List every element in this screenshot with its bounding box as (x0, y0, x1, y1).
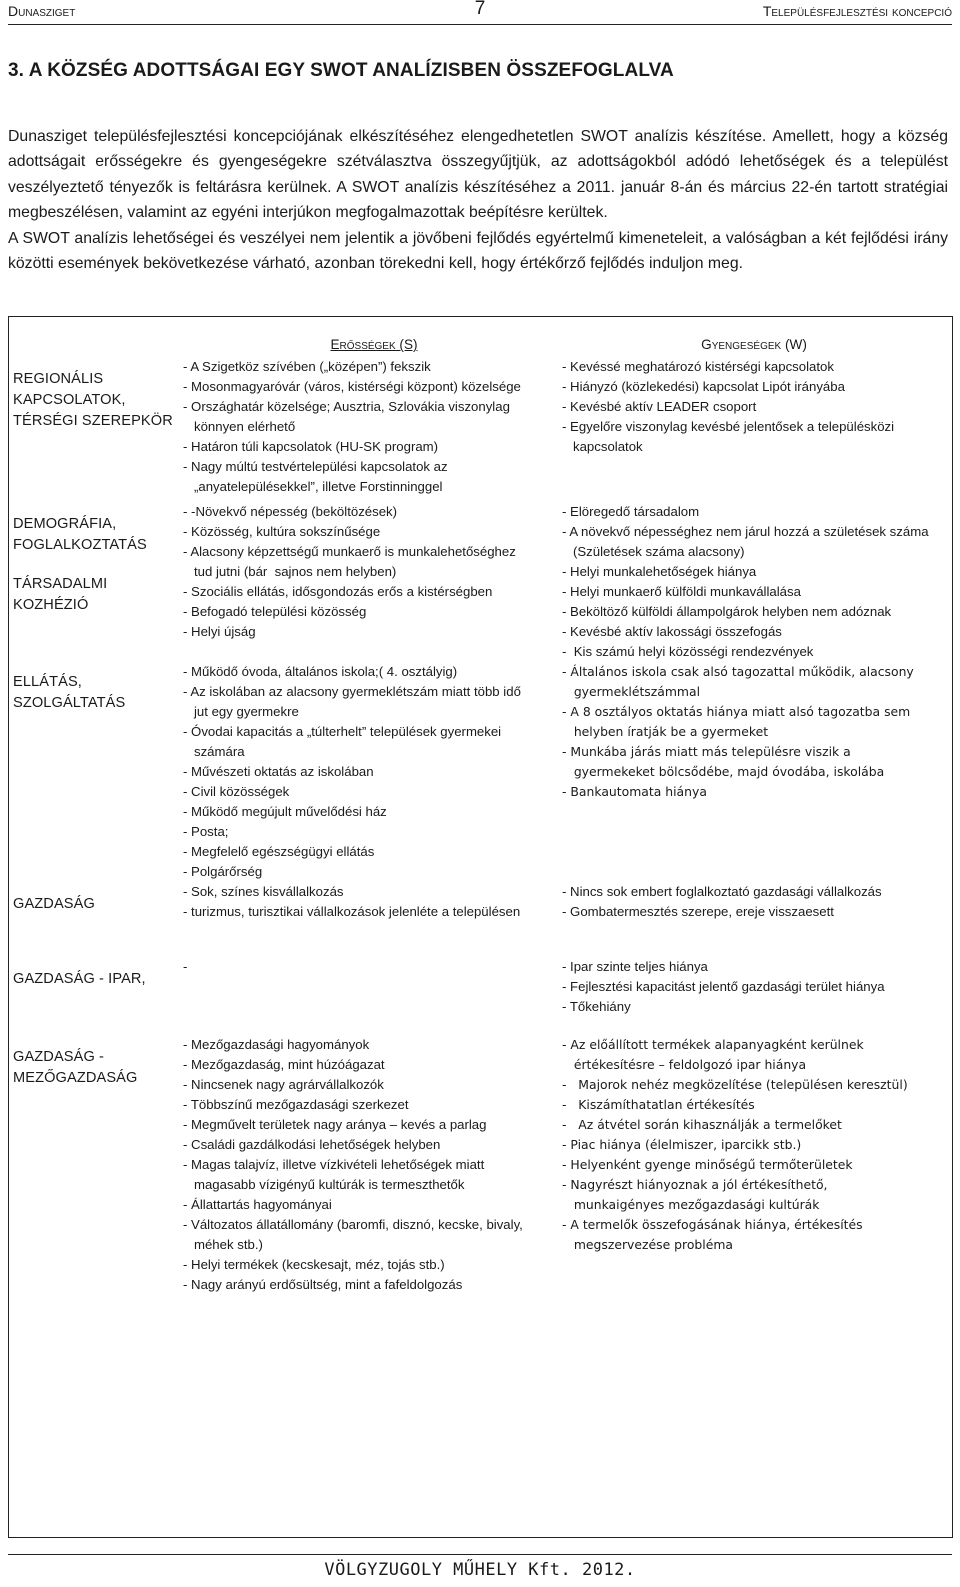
strength-item: - Országhatár közelsége; Ausztria, Szlovákia viszonylag (183, 399, 510, 414)
weakness-item: - Kevésbé aktív LEADER csoport (562, 399, 757, 414)
weakness-item: - Nagyrészt hiányoznak a jól értékesíthető, (562, 1177, 828, 1192)
page-header (8, 0, 952, 25)
row-category: DEMOGRÁFIA, FOGLALKOZTATÁS (13, 516, 147, 553)
row-category: GAZDASÁG (13, 896, 95, 912)
strength-item: méhek stb.) (183, 1237, 263, 1252)
strength-item: - Működő óvoda, általános iskola;( 4. osztályig) (183, 664, 458, 679)
strength-item: - turizmus, turisztikai vállalkozások jelenléte a településen (183, 904, 521, 919)
strength-item: - Művészeti oktatás az iskolában (183, 764, 374, 779)
strength-item: - Megfelelő egészségügyi ellátás (183, 844, 375, 859)
weakness-item: - Piac hiánya (élelmiszer, iparcikk stb.) (562, 1137, 802, 1152)
weakness-item: - Tőkehiány (562, 999, 631, 1014)
weakness-item: gyermeklétszámmal (562, 684, 701, 699)
weakness-item: - Kiszámíthatatlan értékesítés (562, 1097, 755, 1112)
strength-item: - Helyi újság (183, 624, 256, 639)
strength-item: könnyen elérhető (183, 419, 296, 434)
weakness-item: - Általános iskola csak alsó tagozattal működik, alacsony (562, 664, 914, 679)
strength-item: „anyatelepülésekkel”, illetve Forstinninggel (183, 479, 443, 494)
weakness-item: - Helyi munkaerő külföldi munkavállalása (562, 584, 801, 599)
strengths-list (183, 1035, 523, 1295)
strengths-list (183, 662, 521, 882)
strength-item: - Változatos állatállomány (baromfi, disznó, kecske, bivaly, (183, 1217, 523, 1232)
page-number: 7 (474, 0, 486, 19)
weakness-item: kapcsolatok (562, 439, 643, 454)
strength-item: tud jutni (bár sajnos nem helyben) (183, 564, 397, 579)
weakness-item: - Gombatermesztés szerepe, ereje visszaesett (562, 904, 834, 919)
strength-item: - Mosonmagyaróvár (város, kistérségi központ) közelsége (183, 379, 521, 394)
strength-item: jut egy gyermekre (183, 704, 299, 719)
strength-item: - Mezőgazdasági hagyományok (183, 1037, 370, 1052)
weakness-item: - Helyi munkalehetőségek hiánya (562, 564, 757, 579)
weakness-item: - A növekvő népességhez nem járul hozzá a születések száma (562, 524, 929, 539)
weaknesses-list (562, 502, 929, 662)
weakness-item: - Ipar szinte teljes hiánya (562, 959, 708, 974)
strength-item: - Közösség, kultúra sokszínűsége (183, 524, 381, 539)
strengths-header-label: Erősségek (S) (330, 337, 418, 352)
strength-item: - Szociális ellátás, idősgondozás erős a kistérségben (183, 584, 493, 599)
column-header-strengths (184, 337, 564, 352)
weakness-item: - Beköltöző külföldi állampolgárok helyben nem adóznak (562, 604, 892, 619)
weaknesses-header-label: Gyengeségek (W) (701, 337, 807, 352)
strengths-list (183, 882, 520, 922)
swot-table (8, 316, 953, 1538)
weakness-item: - Munkába járás miatt más településre viszik a (562, 744, 851, 759)
strength-item: - A Szigetköz szívében („középen”) fekszik (183, 359, 431, 374)
strength-item: - Civil közösségek (183, 784, 290, 799)
footer-rule (8, 1554, 952, 1555)
strengths-list (183, 357, 521, 497)
strength-item: - Posta; (183, 824, 229, 839)
strength-item: - -Növekvő népesség (beköltözések) (183, 504, 398, 519)
intro-text (8, 124, 948, 276)
strength-item: - Óvodai kapacitás a „túlterhelt” települések gyermekei (183, 724, 502, 739)
strength-item: számára (183, 744, 245, 759)
strength-item: - Sok, színes kisvállalkozás (183, 884, 344, 899)
weakness-item: - Az előállított termékek alapanyagként kerülnek (562, 1037, 864, 1052)
weaknesses-list (562, 957, 885, 1017)
weakness-item: - Elöregedő társadalom (562, 504, 700, 519)
weakness-item: helyben íratják be a gyermeket (562, 724, 769, 739)
row-category: GAZDASÁG - IPAR, (13, 971, 146, 987)
weakness-item: - A 8 osztályos oktatás hiánya miatt alsó tagozatba sem (562, 704, 911, 719)
strength-item: - Polgárőrség (183, 864, 263, 879)
strength-item: - Magas talajvíz, illetve vízkivételi lehetőségek miatt (183, 1157, 485, 1172)
row-category: GAZDASÁG - MEZŐGAZDASÁG (13, 1049, 138, 1086)
strength-item: - Családi gazdálkodási lehetőségek helyben (183, 1137, 441, 1152)
weakness-item: - A termelők összefogásának hiánya, értékesítés (562, 1217, 863, 1232)
strength-item: - (183, 959, 188, 974)
intro-paragraph-1: Dunasziget településfejlesztési koncepciójának elkészítéséhez elengedhetetlen SWOT analízis készítése. Amellett, hogy a község adottságait erősségekre és gyengeségekre szétválasztva összegyűjtjük, az adottságokból adódó lehetőségek és a települést veszélyeztető tényezők is feltárásra kerülnek. A SWOT analízis készítéséhez a 2011. január 8-án és március 22-én tartott stratégiai megbeszélésen, valamint az egyéni interjúkon megfogalmazottak beépítésre kerültek. (8, 128, 948, 222)
column-header-weaknesses (564, 337, 944, 352)
weakness-item: értékesítésre – feldolgozó ipar hiánya (562, 1057, 807, 1072)
weakness-item: - Nincs sok embert foglalkoztató gazdasági vállalkozás (562, 884, 882, 899)
weaknesses-list (562, 882, 882, 922)
weakness-item: - Hiányzó (közlekedési) kapcsolat Lipót irányába (562, 379, 845, 394)
weakness-item: - Kevésbé aktív lakossági összefogás (562, 624, 782, 639)
weakness-item: - Kis számú helyi közösségi rendezvények (562, 644, 814, 659)
strength-item: - Többszínű mezőgazdasági szerkezet (183, 1097, 409, 1112)
strength-item: - Működő megújult művelődési ház (183, 804, 387, 819)
strength-item: - Alacsony képzettségű munkaerő is munkalehetőséghez (183, 544, 516, 559)
strength-item: - Befogadó települési közösség (183, 604, 367, 619)
weaknesses-list (562, 357, 894, 457)
weakness-item: - Bankautomata hiánya (562, 784, 707, 799)
weakness-item: - Egyelőre viszonylag kevésbé jelentősek a településközi (562, 419, 895, 434)
strengths-list (183, 502, 516, 642)
strength-item: - Állattartás hagyományai (183, 1197, 332, 1212)
strength-item: - Nagy múltú testvértelepülési kapcsolatok az (183, 459, 448, 474)
weakness-item: - Fejlesztési kapacitást jelentő gazdasági terület hiánya (562, 979, 885, 994)
weakness-item: - Az átvétel során kihasználják a termelőket (562, 1117, 842, 1132)
row-category: TÁRSADALMI KOZHÉZIÓ (13, 576, 108, 613)
strength-item: - Határon túli kapcsolatok (HU-SK program) (183, 439, 439, 454)
strength-item: - Mezőgazdaság, mint húzóágazat (183, 1057, 385, 1072)
strength-item: - Megművelt területek nagy aránya – kevés a parlag (183, 1117, 487, 1132)
intro-paragraph-2: A SWOT analízis lehetőségei és veszélyei nem jelentik a jövőbeni fejlődés egyértelmű kimeneteleit, a valóságban a két fejlődési irány közötti események bekövetkezése várható, azonban törekedni kell, hogy értékőrző fejlődés induljon meg. (8, 229, 948, 273)
weakness-item: - Helyenként gyenge minőségű termőterületek (562, 1157, 853, 1172)
weakness-item: - Kevéssé meghatározó kistérségi kapcsolatok (562, 359, 834, 374)
row-category: REGIONÁLIS KAPCSOLATOK, TÉRSÉGI SZEREPKÖR (13, 371, 173, 429)
header-left: Dunasziget (8, 3, 76, 19)
strength-item: - Az iskolában az alacsony gyermeklétszám miatt több idő (183, 684, 521, 699)
strengths-list (183, 957, 187, 977)
weakness-item: gyermekeket bölcsődébe, majd óvodába, iskolába (562, 764, 885, 779)
weakness-item: megszervezése probléma (562, 1237, 734, 1252)
weaknesses-list (562, 662, 914, 802)
page-footer: VÖLGYZUGOLY MŰHELY Kft. 2012. (324, 1560, 636, 1580)
weaknesses-list (562, 1035, 908, 1255)
weakness-item: (Születések száma alacsony) (562, 544, 745, 559)
strength-item: - Nincsenek nagy agrárvállalkozók (183, 1077, 384, 1092)
section-title: 3. A KÖZSÉG ADOTTSÁGAI EGY SWOT ANALÍZISBEN ÖSSZEFOGLALVA (8, 60, 674, 81)
header-right: Településfejlesztési koncepció (762, 3, 952, 19)
strength-item: magasabb vízigényű kultúrák is termeszthetők (183, 1177, 465, 1192)
strength-item: - Nagy arányú erdősültség, mint a fafeldolgozás (183, 1277, 463, 1292)
weakness-item: - Majorok nehéz megközelítése (településen keresztül) (562, 1077, 908, 1092)
strength-item: - Helyi termékek (kecskesajt, méz, tojás stb.) (183, 1257, 445, 1272)
weakness-item: munkaigényes mezőgazdasági kultúrák (562, 1197, 820, 1212)
row-category: ELLÁTÁS, SZOLGÁLTATÁS (13, 674, 126, 711)
